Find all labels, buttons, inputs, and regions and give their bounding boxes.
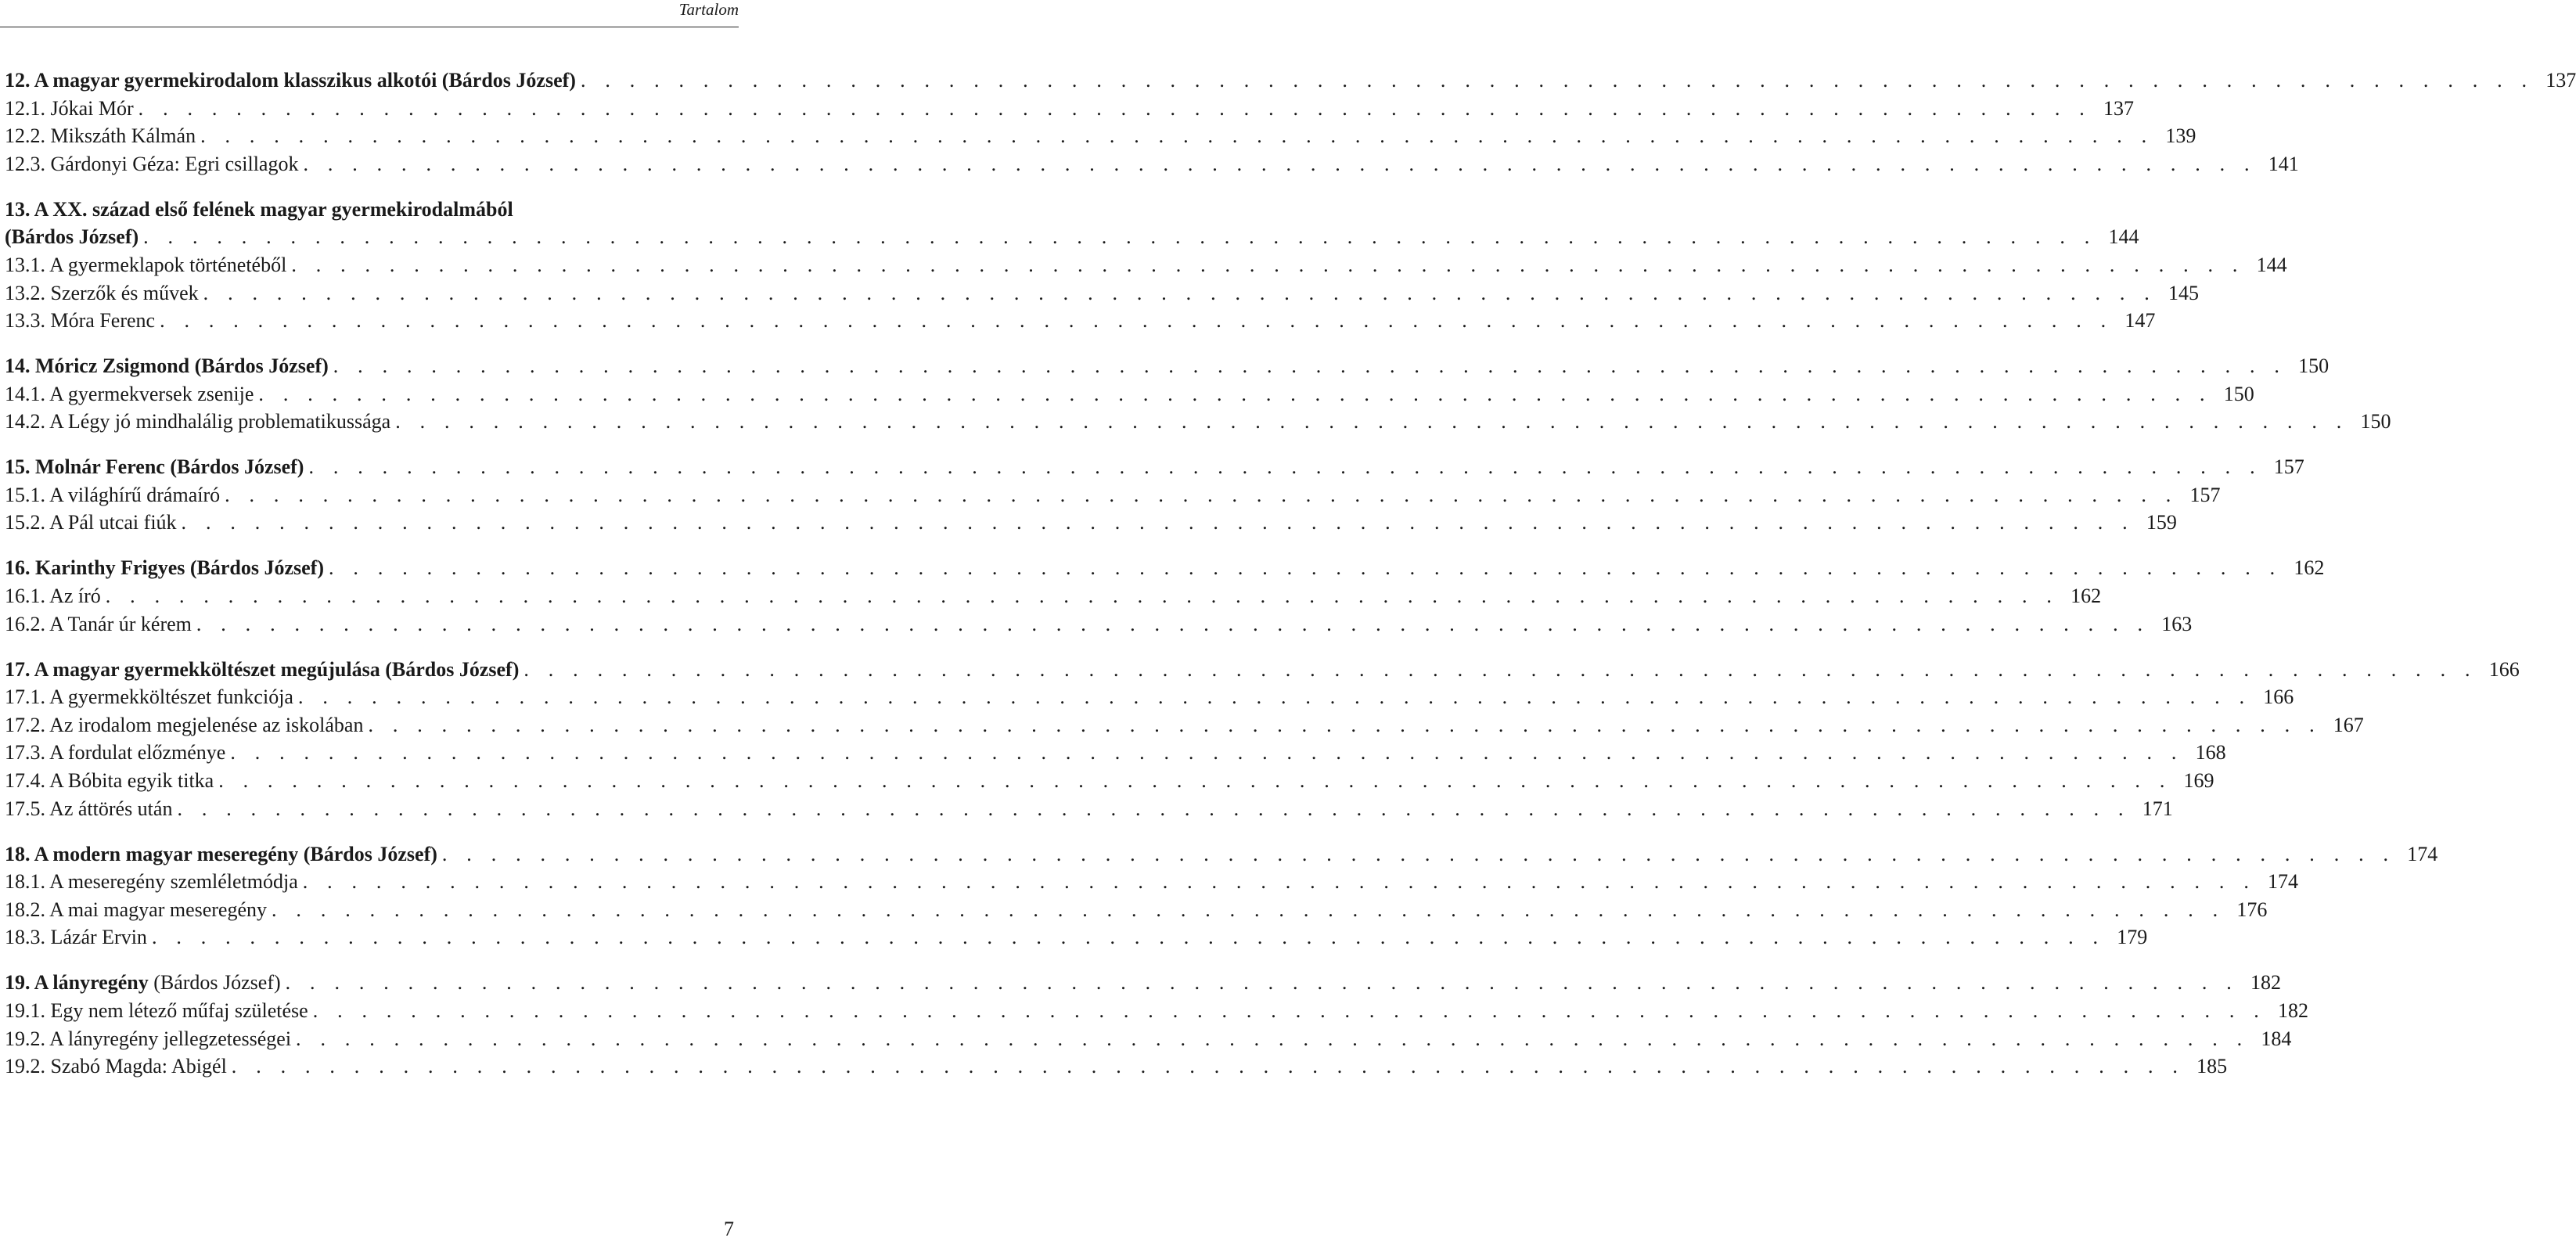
- toc-entry-page: 145: [2168, 281, 2199, 304]
- toc-entry-title: [5, 383, 254, 406]
- dot-leader: . . . . . . . . . . . . . . . . . . . . . . . . . . . . . . . . . . . . . . . . . . . . . . . . . . . . . . . . . . . . . . . . . . . . . . . . . . . . . . . .: [218, 769, 2172, 793]
- dot-leader: . . . . . . . . . . . . . . . . . . . . . . . . . . . . . . . . . . . . . . . . . . . . . . . . . . . . . . . . . . . . . . . . . . . . . . . . . . . . . . . .: [291, 253, 2245, 276]
- dot-leader: . . . . . . . . . . . . . . . . . . . . . . . . . . . . . . . . . . . . . . . . . . . . . . . . . . . . . . . . . . . . . . . . . . . . . . . . . . . . . . . .: [333, 354, 2287, 378]
- dot-leader: . . . . . . . . . . . . . . . . . . . . . . . . . . . . . . . . . . . . . . . . . . . . . . . . . . . . . . . . . . . . . . . . . . . . . . . . . . . . . . . .: [143, 225, 2097, 249]
- toc-entry-title: [5, 484, 220, 507]
- dot-leader: . . . . . . . . . . . . . . . . . . . . . . . . . . . . . . . . . . . . . . . . . . . . . . . . . . . . . . . . . . . . . . . . . . . . . . . . . . . . . . . .: [297, 685, 2252, 709]
- toc-entry-page: 168: [2195, 741, 2226, 765]
- toc-section-entry[interactable]: [5, 1055, 2228, 1083]
- toc-entry-title-text: 18. A modern magyar meseregény (Bárdos József): [5, 842, 437, 865]
- toc-entry-title-text: 12. A magyar gyermekirodalom klasszikus alkotói (Bárdos József): [5, 69, 576, 92]
- toc-entry-title-text: 16.1. Az író: [5, 585, 101, 608]
- toc-section-entry[interactable]: [5, 1027, 2292, 1056]
- toc-entry-page: 137: [2545, 69, 2576, 92]
- toc-entry-page: 137: [2103, 96, 2134, 120]
- toc-entry-page: 171: [2142, 797, 2173, 820]
- toc-entry-title-text: 18.3. Lázár Ervin: [5, 926, 147, 949]
- toc-chapter-entry[interactable]: [5, 354, 2330, 383]
- toc-entry-page: 174: [2268, 870, 2299, 894]
- dot-leader: . . . . . . . . . . . . . . . . . . . . . . . . . . . . . . . . . . . . . . . . . . . . . . . . . . . . . . . . . . . . . . . . . . . . . . . . . . . . . . . .: [177, 797, 2131, 820]
- toc-chapter-entry[interactable]: [5, 842, 2438, 871]
- toc-entry-title-text: 12.2. Mikszáth Kálmán: [5, 124, 196, 148]
- dot-leader: . . . . . . . . . . . . . . . . . . . . . . . . . . . . . . . . . . . . . . . . . . . . . . . . . . . . . . . . . . . . . . . . . . . . . . . . . . . . . . . .: [441, 842, 2396, 865]
- toc-section-entry[interactable]: [5, 585, 2102, 613]
- toc-entry-title-text: 14. Móricz Zsigmond (Bárdos József): [5, 354, 329, 378]
- toc-section-entry[interactable]: [5, 382, 2254, 411]
- toc-entry-page: 174: [2407, 842, 2438, 865]
- dot-leader: . . . . . . . . . . . . . . . . . . . . . . . . . . . . . . . . . . . . . . . . . . . . . . . . . . . . . . . . . . . . . . . . . . . . . . . . . . . . . . . .: [151, 926, 2106, 949]
- toc-entry-title-text: 14.2. A Légy jó mindhalálig problematikussága: [5, 410, 391, 434]
- toc-section-entry[interactable]: [5, 797, 2173, 826]
- dot-leader: . . . . . . . . . . . . . . . . . . . . . . . . . . . . . . . . . . . . . . . . . . . . . . . . . . . . . . . . . . . . . . . . . . . . . . . . . . . . . . . .: [312, 998, 2267, 1022]
- toc-entry-title: [5, 153, 298, 176]
- toc-entry-page: 144: [2108, 225, 2139, 249]
- toc-entry-page: 162: [2071, 585, 2102, 608]
- toc-entry-title: [5, 769, 214, 793]
- toc-section-entry[interactable]: [5, 998, 2309, 1027]
- toc-chapter-entry[interactable]: [5, 455, 2304, 484]
- table-of-contents: [5, 69, 2576, 1083]
- toc-entry-page: 162: [2294, 556, 2325, 580]
- dot-leader: . . . . . . . . . . . . . . . . . . . . . . . . . . . . . . . . . . . . . . . . . . . . . . . . . . . . . . . . . . . . . . . . . . . . . . . . . . . . . . . .: [523, 657, 2477, 681]
- toc-entry-title-text: 13.2. Szerzők és művek: [5, 281, 199, 304]
- toc-entry-page: 182: [2278, 998, 2309, 1022]
- toc-entry-page: 182: [2250, 971, 2281, 995]
- toc-entry-title: [5, 585, 101, 608]
- toc-section-entry[interactable]: [5, 309, 2156, 337]
- toc-entry-title: [5, 97, 134, 121]
- toc-chapter-entry[interactable]: [5, 225, 2139, 254]
- toc-entry-title-text: 12.1. Jókai Mór: [5, 96, 134, 120]
- toc-entry-title-text: 19.2. A lányregény jellegzetességei: [5, 1027, 292, 1050]
- toc-entry-title-text: 16. Karinthy Frigyes (Bárdos József): [5, 556, 325, 580]
- toc-section-entry[interactable]: [5, 870, 2299, 898]
- dot-leader: . . . . . . . . . . . . . . . . . . . . . . . . . . . . . . . . . . . . . . . . . . . . . . . . . . . . . . . . . . . . . . . . . . . . . . . . . . . . . . . .: [303, 152, 2257, 175]
- dot-leader: . . . . . . . . . . . . . . . . . . . . . . . . . . . . . . . . . . . . . . . . . . . . . . . . . . . . . . . . . . . . . . . . . . . . . . . . . . . . . . . .: [225, 483, 2178, 506]
- dot-leader: . . . . . . . . . . . . . . . . . . . . . . . . . . . . . . . . . . . . . . . . . . . . . . . . . . . . . . . . . . . . . . . . . . . . . . . . . . . . . . . .: [200, 124, 2154, 148]
- toc-entry-title-text: 17. A magyar gyermekköltészet megújulása (Bárdos József): [5, 657, 520, 681]
- toc-entry-title: [5, 309, 155, 333]
- toc-entry-title: [5, 613, 192, 636]
- toc-section-entry[interactable]: [5, 741, 2226, 769]
- toc-entry-title: [5, 254, 286, 277]
- dot-leader: . . . . . . . . . . . . . . . . . . . . . . . . . . . . . . . . . . . . . . . . . . . . . . . . . . . . . . . . . . . . . . . . . . . . . . . . . . . . . . . .: [302, 870, 2257, 894]
- dot-leader: . . . . . . . . . . . . . . . . . . . . . . . . . . . . . . . . . . . . . . . . . . . . . . . . . . . . . . . . . . . . . . . . . . . . . . . . . . . . . . . .: [138, 96, 2092, 120]
- page-number: 7: [724, 1218, 734, 1240]
- dot-leader: . . . . . . . . . . . . . . . . . . . . . . . . . . . . . . . . . . . . . . . . . . . . . . . . . . . . . . . . . . . . . . . . . . . . . . . . . . . . . . . .: [368, 713, 2322, 736]
- toc-entry-page: 185: [2196, 1055, 2228, 1078]
- toc-entry-page: 157: [2273, 455, 2304, 479]
- toc-entry-title: [5, 999, 308, 1023]
- toc-entry-page: 147: [2124, 309, 2156, 333]
- toc-entry-title: [5, 797, 172, 821]
- dot-leader: . . . . . . . . . . . . . . . . . . . . . . . . . . . . . . . . . . . . . . . . . . . . . . . . . . . . . . . . . . . . . . . . . . . . . . . . . . . . . . . .: [203, 281, 2157, 304]
- toc-entry-title-text: 18.1. A meseregény szemléletmódja: [5, 870, 298, 894]
- toc-entry-title: [5, 926, 147, 949]
- toc-entry-title: [5, 225, 139, 249]
- toc-entry-title-text: 17.3. A fordulat előzménye: [5, 741, 226, 765]
- dot-leader: . . . . . . . . . . . . . . . . . . . . . . . . . . . . . . . . . . . . . . . . . . . . . . . . . . . . . . . . . . . . . . . . . . . . . . . . . . . . . . . .: [160, 309, 2114, 333]
- dot-leader: . . . . . . . . . . . . . . . . . . . . . . . . . . . . . . . . . . . . . . . . . . . . . . . . . . . . . . . . . . . . . . . . . . . . . . . . . . . . . . . .: [258, 382, 2212, 405]
- toc-section-entry[interactable]: [5, 769, 2214, 797]
- toc-entry-title-text: 13.1. A gyermeklapok történetéből: [5, 253, 287, 276]
- dot-leader: . . . . . . . . . . . . . . . . . . . . . . . . . . . . . . . . . . . . . . . . . . . . . . . . . . . . . . . . . . . . . . . . . . . . . . . . . . . . . . . .: [181, 511, 2135, 534]
- toc-entry-page: 141: [2268, 152, 2299, 175]
- toc-entry-title-text: 12.3. Gárdonyi Géza: Egri csillagok: [5, 152, 299, 175]
- toc-section-entry[interactable]: [5, 713, 2364, 742]
- dot-leader: . . . . . . . . . . . . . . . . . . . . . . . . . . . . . . . . . . . . . . . . . . . . . . . . . . . . . . . . . . . . . . . . . . . . . . . . . . . . . . . .: [105, 585, 2060, 608]
- toc-entry-title: [5, 971, 281, 995]
- dot-leader: . . . . . . . . . . . . . . . . . . . . . . . . . . . . . . . . . . . . . . . . . . . . . . . . . . . . . . . . . . . . . . . . . . . . . . . . . . . . . . . .: [329, 556, 2283, 580]
- toc-entry-title-text: 13.3. Móra Ferenc: [5, 309, 156, 333]
- toc-section-entry[interactable]: [5, 483, 2221, 512]
- dot-leader: . . . . . . . . . . . . . . . . . . . . . . . . . . . . . . . . . . . . . . . . . . . . . . . . . . . . . . . . . . . . . . . . . . . . . . . . . . . . . . . .: [285, 971, 2239, 995]
- toc-section-entry[interactable]: [5, 511, 2177, 539]
- toc-entry-title-text: 17.1. A gyermekköltészet funkciója: [5, 685, 293, 709]
- toc-section-entry[interactable]: [5, 898, 2268, 926]
- toc-entry-title-text: 15.1. A világhírű drámaíró: [5, 483, 221, 506]
- toc-entry-title: [5, 124, 196, 148]
- toc-chapter-entry[interactable]: [5, 556, 2325, 585]
- toc-section-entry[interactable]: [5, 685, 2294, 714]
- running-head: Tartalom: [678, 0, 739, 19]
- toc-entry-page: 139: [2165, 124, 2196, 148]
- toc-entry-page: 167: [2333, 713, 2364, 736]
- toc-entry-title: [5, 1055, 227, 1078]
- toc-entry-page: 169: [2183, 769, 2214, 793]
- toc-entry-page: 150: [2223, 382, 2254, 405]
- toc-section-entry[interactable]: [5, 410, 2391, 438]
- toc-section-entry[interactable]: [5, 253, 2287, 282]
- toc-entry-page: 163: [2161, 612, 2193, 635]
- toc-chapter-entry[interactable]: [5, 198, 735, 226]
- toc-chapter-entry[interactable]: [5, 69, 2576, 97]
- toc-entry-page: 166: [2263, 685, 2294, 709]
- toc-entry-title: [5, 455, 304, 479]
- toc-section-entry[interactable]: [5, 612, 2193, 641]
- toc-entry-title: [5, 511, 177, 534]
- toc-entry-title: [5, 843, 437, 866]
- toc-entry-page: 150: [2298, 354, 2330, 378]
- toc-entry-title: [5, 556, 324, 580]
- toc-entry-title: [5, 870, 298, 894]
- toc-section-entry[interactable]: [5, 152, 2299, 181]
- toc-entry-title: [5, 354, 329, 378]
- toc-entry-title-text: 17.4. A Bóbita egyik titka: [5, 769, 214, 793]
- toc-entry-page: 157: [2189, 483, 2221, 506]
- toc-entry-page: 150: [2360, 410, 2391, 434]
- toc-entry-title: [5, 282, 199, 305]
- toc-entry-title-text: 16.2. A Tanár úr kérem: [5, 612, 192, 635]
- toc-entry-title-text: 19.2. Szabó Magda: Abigél: [5, 1055, 227, 1078]
- toc-entry-title: [5, 198, 513, 221]
- toc-entry-title-text: 18.2. A mai magyar meseregény: [5, 898, 268, 921]
- toc-entry-title: [5, 69, 576, 92]
- toc-entry-title: [5, 1027, 291, 1051]
- toc-entry-title-text: 14.1. A gyermekversek zsenije: [5, 382, 254, 405]
- toc-entry-title: [5, 714, 363, 737]
- dot-leader: . . . . . . . . . . . . . . . . . . . . . . . . . . . . . . . . . . . . . . . . . . . . . . . . . . . . . . . . . . . . . . . . . . . . . . . . . . . . . . . .: [272, 898, 2225, 921]
- toc-entry-page: 179: [2117, 926, 2148, 949]
- toc-chapter-entry[interactable]: [5, 657, 2520, 686]
- dot-leader: . . . . . . . . . . . . . . . . . . . . . . . . . . . . . . . . . . . . . . . . . . . . . . . . . . . . . . . . . . . . . . . . . . . . . . . . . . . . . . . .: [230, 741, 2184, 765]
- dot-leader: . . . . . . . . . . . . . . . . . . . . . . . . . . . . . . . . . . . . . . . . . . . . . . . . . . . . . . . . . . . . . . . . . . . . . . . . . . . . . . . .: [196, 612, 2150, 635]
- toc-entry-title: [5, 658, 519, 682]
- toc-entry-page: 166: [2488, 657, 2520, 681]
- toc-section-entry[interactable]: [5, 926, 2148, 954]
- toc-entry-title-text: 19. A lányregény: [5, 971, 149, 995]
- toc-entry-page: 159: [2146, 511, 2177, 534]
- toc-entry-title-text: 17.2. Az irodalom megjelenése az iskolában: [5, 713, 364, 736]
- toc-section-entry[interactable]: [5, 124, 2196, 153]
- dot-leader: . . . . . . . . . . . . . . . . . . . . . . . . . . . . . . . . . . . . . . . . . . . . . . . . . . . . . . . . . . . . . . . . . . . . . . . . . . . . . . . .: [308, 455, 2262, 479]
- toc-entry-page: 176: [2236, 898, 2268, 921]
- toc-entry-title-text: 17.5. Az áttörés után: [5, 797, 173, 820]
- toc-section-entry[interactable]: [5, 281, 2199, 310]
- dot-leader: . . . . . . . . . . . . . . . . . . . . . . . . . . . . . . . . . . . . . . . . . . . . . . . . . . . . . . . . . . . . . . . . . . . . . . . . . . . . . . . .: [395, 410, 2349, 434]
- toc-chapter-entry[interactable]: [5, 971, 2281, 999]
- toc-entry-title-text: 19.1. Egy nem létező műfaj születése: [5, 998, 308, 1022]
- toc-entry-title-text: 15. Molnár Ferenc (Bárdos József): [5, 455, 304, 479]
- toc-entry-title-text: 15.2. A Pál utcai fiúk: [5, 511, 177, 534]
- toc-entry-title: [5, 685, 293, 709]
- toc-entry-page: 184: [2261, 1027, 2292, 1050]
- toc-entry-title: [5, 410, 390, 434]
- toc-section-entry[interactable]: [5, 96, 2134, 125]
- toc-entry-title: [5, 741, 225, 765]
- toc-entry-title-text: (Bárdos József): [5, 225, 139, 249]
- toc-entry-title: [5, 898, 267, 922]
- dot-leader: . . . . . . . . . . . . . . . . . . . . . . . . . . . . . . . . . . . . . . . . . . . . . . . . . . . . . . . . . . . . . . . . . . . . . . . . . . . . . . . .: [296, 1027, 2250, 1050]
- toc-entry-page: 144: [2256, 253, 2287, 276]
- toc-entry-title-text: 13. A XX. század első felének magyar gyermekirodalmából: [5, 197, 513, 221]
- dot-leader: . . . . . . . . . . . . . . . . . . . . . . . . . . . . . . . . . . . . . . . . . . . . . . . . . . . . . . . . . . . . . . . . . . . . . . . . . . . . . . . .: [231, 1055, 2186, 1078]
- dot-leader: . . . . . . . . . . . . . . . . . . . . . . . . . . . . . . . . . . . . . . . . . . . . . . . . . . . . . . . . . . . . . . . . . . . . . . . . . . . . . . . .: [580, 69, 2535, 92]
- toc-entry-author: (Bárdos József): [153, 971, 281, 995]
